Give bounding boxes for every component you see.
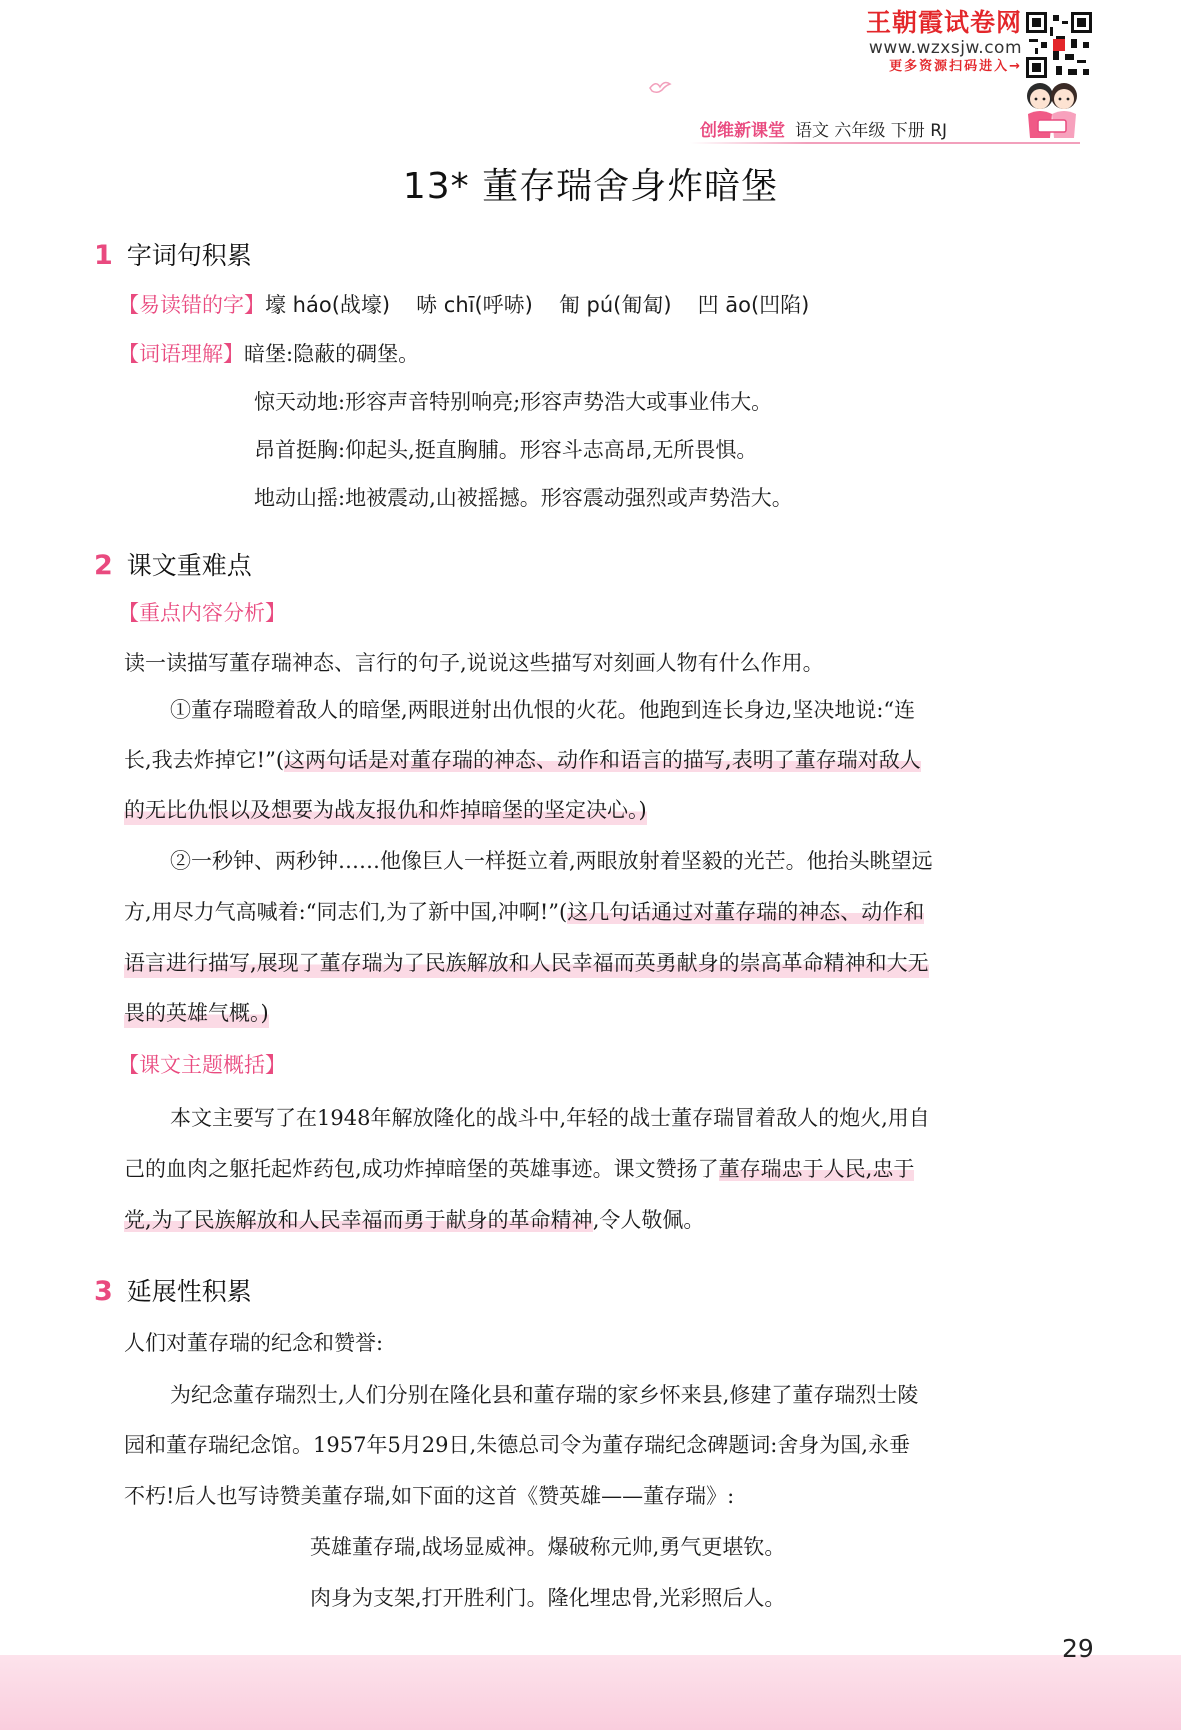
section-number: 3 xyxy=(94,1276,113,1307)
section-number: 2 xyxy=(94,550,113,581)
extension-line: 为纪念董存瑞烈士,人们分别在隆化县和董存瑞的家乡怀来县,修建了董存瑞烈士陵 xyxy=(170,1383,919,1407)
vocab-item: 惊天动地:形容声音特别响亮;形容声势浩大或事业伟大。 xyxy=(254,390,773,414)
section-3-heading xyxy=(94,1272,252,1308)
tag-theme: 【课文主题概括】 xyxy=(118,1053,286,1077)
vocab-line xyxy=(118,339,419,369)
tag-key-analysis: 【重点内容分析】 xyxy=(118,601,286,625)
extension-line: 不朽!后人也写诗赞美董存瑞,如下面的这首《赞英雄——董存瑞》: xyxy=(124,1484,735,1508)
header-divider xyxy=(690,142,1080,144)
char-item: 凹 āo(凹陷) xyxy=(697,293,810,317)
page-number: 29 xyxy=(1062,1634,1094,1663)
theme-line: 本文主要写了在1948年解放隆化的战斗中,年轻的战士董存瑞冒着敌人的炮火,用自 xyxy=(170,1106,930,1130)
vocab-item: 昂首挺胸:仰起头,挺直胸脯。形容斗志高昂,无所畏惧。 xyxy=(254,438,758,462)
section-title: 字词句积累 xyxy=(126,241,252,270)
brand-block xyxy=(852,8,1022,76)
analysis-highlight: 这几句话通过对董存瑞的神态、动作和 xyxy=(567,900,925,924)
bird-icon xyxy=(648,78,672,96)
passage-2-line: 方,用尽力气高喊着:“同志们,为了新中国,冲啊!”(这几句话通过对董存瑞的神态、动作和 xyxy=(124,900,925,924)
tag-vocab: 【词语理解】 xyxy=(118,342,244,366)
extension-line: 园和董存瑞纪念馆。1957年5月29日,朱德总司令为董存瑞纪念碑题词:舍身为国,永垂 xyxy=(124,1433,910,1457)
easy-misread-line xyxy=(118,290,809,320)
analysis-highlight: 畏的英雄气概。) xyxy=(124,998,269,1028)
passage-1-line: ①董存瑞瞪着敌人的暗堡,两眼迸射出仇恨的火花。他跑到连长身边,坚决地说:“连 xyxy=(170,698,916,722)
passage-2-line: ②一秒钟、两秒钟……他像巨人一样挺立着,两眼放射着坚毅的光芒。他抬头眺望远 xyxy=(170,849,933,873)
brand-name: 王朝霞试卷网 xyxy=(865,8,1022,37)
vocab-item: 暗堡:隐蔽的碉堡。 xyxy=(244,342,420,366)
book-label xyxy=(700,116,947,141)
theme-line: 己的血肉之躯托起炸药包,成功炸掉暗堡的英雄事迹。课文赞扬了董存瑞忠于人民,忠于 xyxy=(124,1157,915,1181)
section-1-heading xyxy=(94,236,252,272)
cartoon-kids-icon xyxy=(1020,78,1084,144)
theme-highlight: 董存瑞忠于人民,忠于 xyxy=(718,1157,915,1181)
char-item: 壕 háo(战壕) xyxy=(265,293,391,317)
theme-line: 党,为了民族解放和人民幸福而勇于献身的革命精神,令人敬佩。 xyxy=(124,1208,705,1232)
brand-slogan: 更多资源扫码进入→ xyxy=(889,59,1022,74)
section-title: 课文重难点 xyxy=(126,551,252,580)
extension-intro: 人们对董存瑞的纪念和赞誉: xyxy=(124,1331,384,1355)
passage-1-line: 长,我去炸掉它!”(这两句话是对董存瑞的神态、动作和语言的描写,表明了董存瑞对敌人 xyxy=(124,748,921,772)
series-name: 创维新课堂 xyxy=(700,121,785,141)
char-item: 哧 chī(呼哧) xyxy=(416,293,533,317)
theme-highlight: 党,为了民族解放和人民幸福而勇于献身的革命精神 xyxy=(124,1208,593,1232)
qr-code-icon[interactable] xyxy=(1026,12,1092,78)
poem-line: 英雄董存瑞,战场显威神。爆破称元帅,勇气更堪钦。 xyxy=(310,1535,786,1559)
section-number: 1 xyxy=(94,240,113,271)
vocab-item: 地动山摇:地被震动,山被摇撼。形容震动强烈或声势浩大。 xyxy=(254,486,793,510)
analysis-highlight: 这两句话是对董存瑞的神态、动作和语言的描写,表明了董存瑞对敌人 xyxy=(284,748,921,772)
section-2-heading xyxy=(94,546,252,582)
brand-url[interactable]: www.wzxsjw.com xyxy=(868,38,1022,58)
lesson-title: 13* 董存瑞舍身炸暗堡 xyxy=(402,166,779,207)
poem-line: 肉身为支架,打开胜利门。隆化埋忠骨,光彩照后人。 xyxy=(310,1586,786,1610)
analysis-highlight: 的无比仇恨以及想要为战友报仇和炸掉暗堡的坚定决心。) xyxy=(124,795,647,825)
book-info: 语文 六年级 下册 RJ xyxy=(795,121,948,141)
analysis-highlight: 语言进行描写,展现了董存瑞为了民族解放和人民幸福而英勇献身的崇高革命精神和大无 xyxy=(124,948,929,978)
question-text: 读一读描写董存瑞神态、言行的句子,说说这些描写对刻画人物有什么作用。 xyxy=(124,651,824,675)
tag-easy-misread: 【易读错的字】 xyxy=(118,293,265,317)
section-title: 延展性积累 xyxy=(126,1277,252,1306)
char-item: 匍 pú(匍匐) xyxy=(558,293,672,317)
footer-band xyxy=(0,1655,1181,1730)
